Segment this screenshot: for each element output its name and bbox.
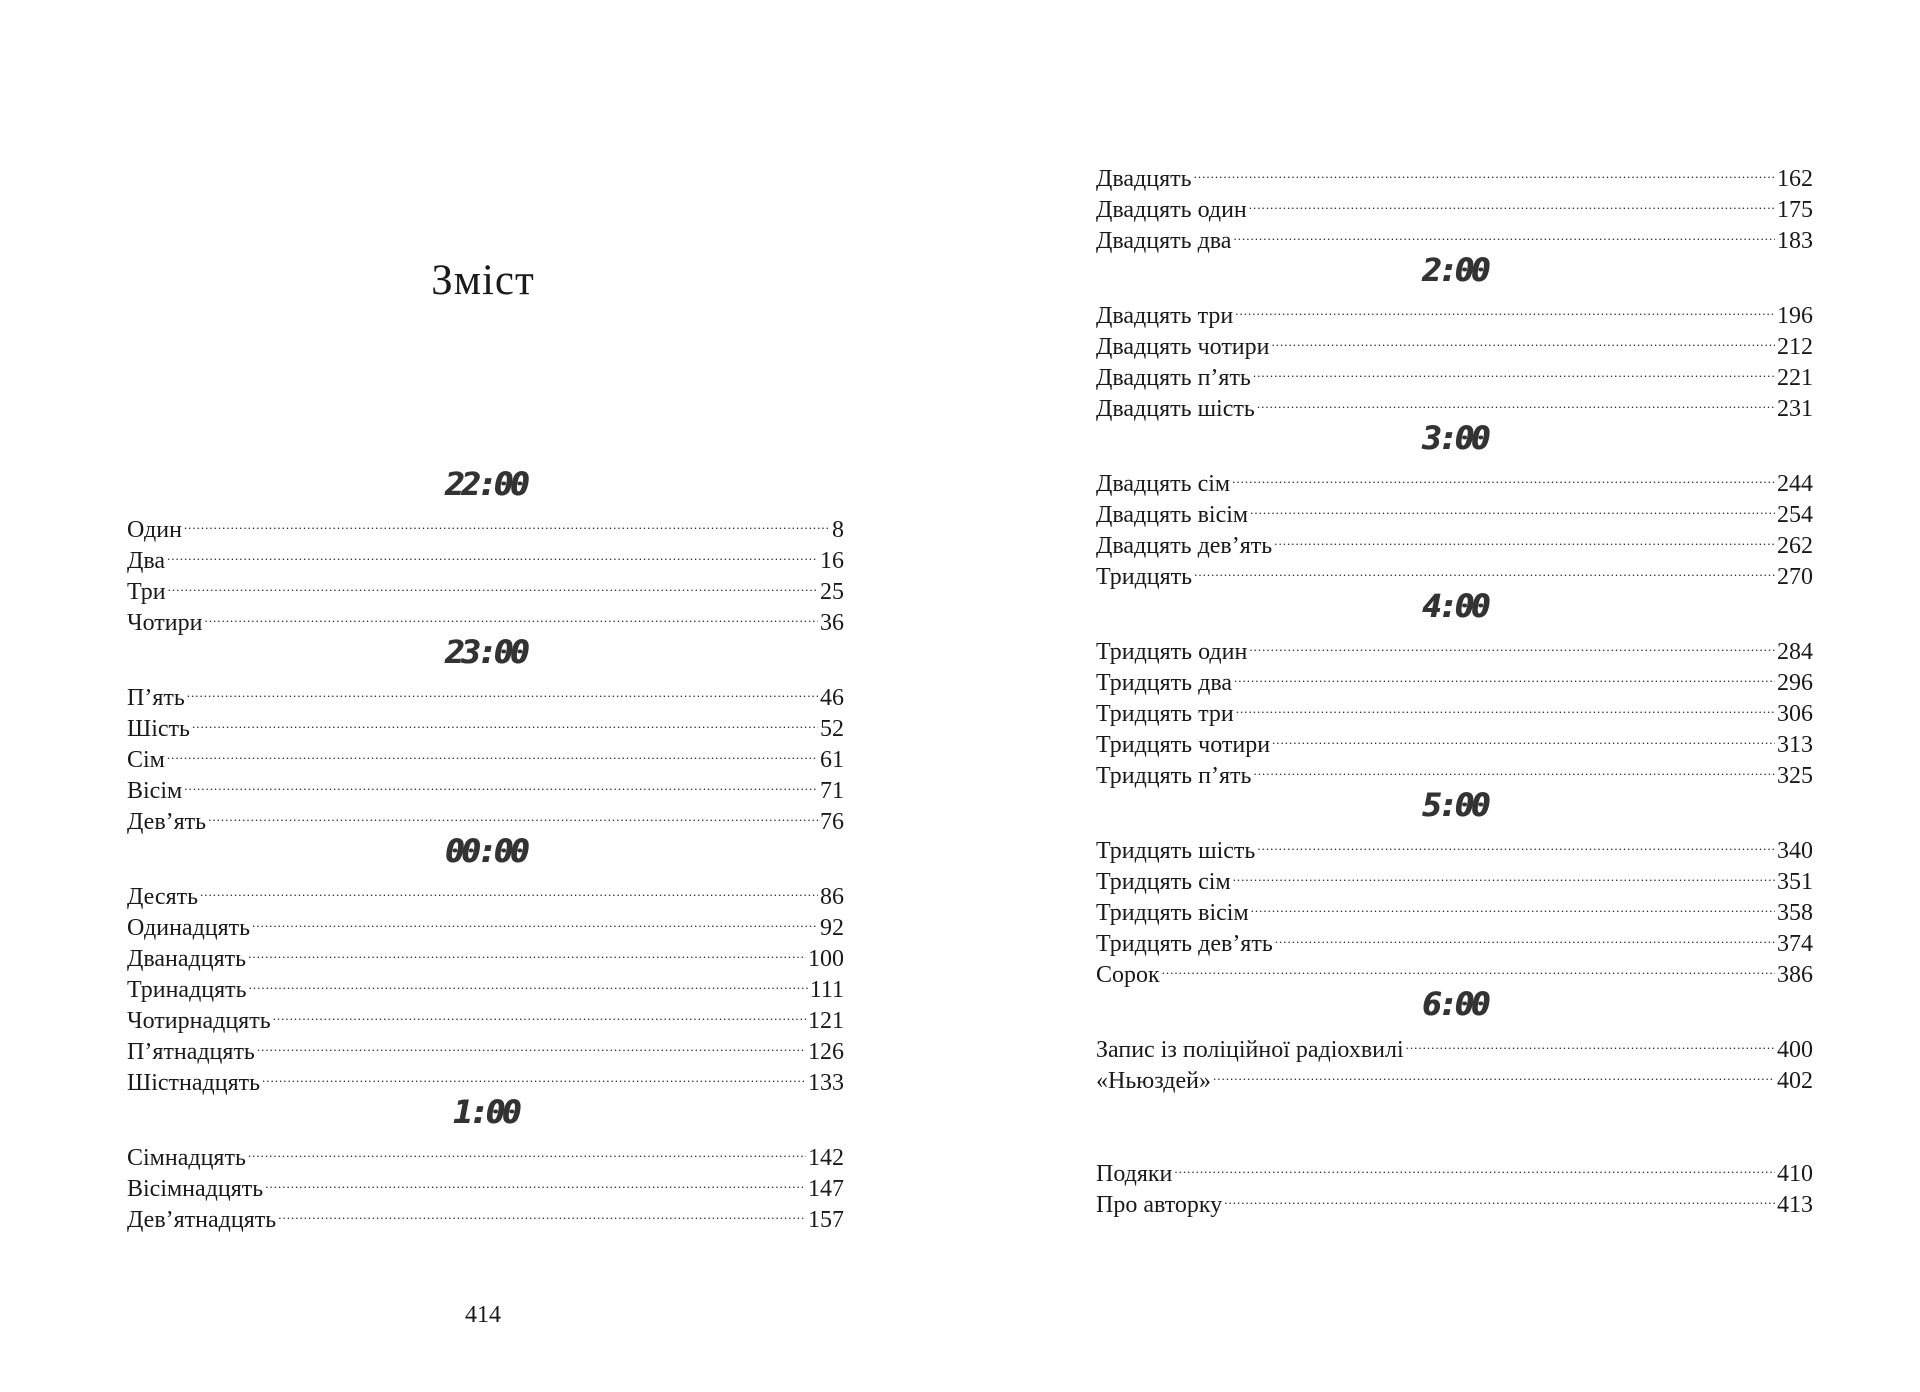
- toc-entry-page: 25: [820, 579, 844, 605]
- toc-entry-title: Вісім: [127, 778, 183, 804]
- dot-leader: [1253, 752, 1775, 783]
- toc-entry-page: 76: [820, 809, 844, 835]
- dot-leader: [1235, 292, 1775, 323]
- toc-entry-page: 133: [808, 1070, 844, 1096]
- toc-entry-title: «Ньюздей»: [1096, 1068, 1211, 1094]
- section-time-heading: 5:00: [1421, 786, 1488, 824]
- page-title: Зміст: [431, 257, 535, 304]
- toc-entry-title: Вісімнадцять: [127, 1176, 264, 1202]
- toc-entry-title: Запис із поліційної радіохвилі: [1096, 1037, 1404, 1063]
- toc-entry-page: 162: [1777, 166, 1813, 192]
- dot-leader: [1234, 659, 1775, 690]
- toc-entry-page: 374: [1777, 931, 1813, 957]
- section-time-heading: 2:00: [1421, 251, 1488, 289]
- dot-leader: [1249, 186, 1775, 217]
- toc-entry-title: Тридцять: [1096, 564, 1193, 590]
- dot-leader: [1250, 491, 1775, 522]
- toc-entry-page: 92: [820, 915, 844, 941]
- toc-entry-page: 351: [1777, 869, 1813, 895]
- dot-leader: [200, 873, 818, 904]
- toc-entry: [127, 599, 844, 636]
- toc-entry-title: Чотирнадцять: [127, 1008, 271, 1034]
- dot-leader: [1233, 858, 1775, 889]
- section-time-heading: 3:00: [1421, 419, 1488, 457]
- dot-leader: [249, 966, 808, 997]
- toc-entry-title: Двадцять сім: [1096, 471, 1231, 497]
- dot-leader: [187, 674, 818, 705]
- toc-entry-title: Двадцять чотири: [1096, 334, 1270, 360]
- toc-entry-title: Тринадцять: [127, 977, 247, 1003]
- toc-entry: [1096, 186, 1813, 223]
- dot-leader: [278, 1196, 806, 1227]
- toc-entry-title: Чотири: [127, 610, 203, 636]
- toc-entry: [1096, 155, 1813, 192]
- toc-entry-page: 313: [1777, 732, 1813, 758]
- section-time-heading: 4:00: [1421, 587, 1488, 625]
- toc-entry-page: 111: [809, 977, 844, 1003]
- toc-entry-page: 413: [1777, 1192, 1813, 1218]
- toc-entry-title: Тридцять чотири: [1096, 732, 1271, 758]
- dot-leader: [1213, 1057, 1775, 1088]
- toc-entry: [127, 506, 844, 543]
- toc-entry-title: Сімнадцять: [127, 1145, 246, 1171]
- toc-entry-page: 100: [808, 946, 844, 972]
- toc-entry-page: 196: [1777, 303, 1813, 329]
- dot-leader: [273, 997, 806, 1028]
- toc-entry-title: Двадцять: [1096, 166, 1192, 192]
- toc-entry-page: 52: [820, 716, 844, 742]
- dot-leader: [204, 599, 818, 630]
- dot-leader: [1233, 217, 1775, 248]
- toc-entry-page: 244: [1777, 471, 1813, 497]
- toc-entry-page: 126: [808, 1039, 844, 1065]
- dot-leader: [184, 506, 830, 537]
- dot-leader: [192, 705, 818, 736]
- dot-leader: [1174, 1150, 1775, 1181]
- toc-entry-title: П’ять: [127, 685, 185, 711]
- toc-entry-title: Дев’ятнадцять: [127, 1207, 277, 1233]
- dot-leader: [265, 1165, 806, 1196]
- toc-entry-page: 147: [808, 1176, 844, 1202]
- toc-entry: [1096, 1150, 1813, 1187]
- dot-leader: [167, 537, 818, 568]
- toc-entry: [127, 568, 844, 605]
- toc-entry-title: Двадцять два: [1096, 228, 1232, 254]
- toc-entry-title: П’ятнадцять: [127, 1039, 255, 1065]
- toc-list-right: [1096, 155, 1813, 1218]
- toc-entry: [1096, 553, 1813, 590]
- toc-entry-title: Про авторку: [1096, 1192, 1223, 1218]
- toc-entry-page: 254: [1777, 502, 1813, 528]
- dot-leader: [1236, 690, 1775, 721]
- toc-entry: [127, 705, 844, 742]
- toc-entry: [1096, 460, 1813, 497]
- right-page: [960, 0, 1920, 1392]
- section-time-heading: 22:00: [444, 465, 527, 503]
- dot-leader: [1406, 1026, 1775, 1057]
- toc-entry-page: 183: [1777, 228, 1813, 254]
- toc-entry-title: Один: [127, 517, 182, 543]
- toc-entry-page: 61: [820, 747, 844, 773]
- toc-entry-title: Тридцять сім: [1096, 869, 1231, 895]
- toc-entry-page: 325: [1777, 763, 1813, 789]
- toc-entry-page: 284: [1777, 639, 1813, 665]
- toc-entry: [127, 798, 844, 835]
- toc-entry-page: 262: [1777, 533, 1813, 559]
- dot-leader: [208, 798, 818, 829]
- section-spacer: [1096, 1088, 1813, 1150]
- toc-entry-title: Тридцять два: [1096, 670, 1232, 696]
- toc-entry-page: 221: [1777, 365, 1813, 391]
- dot-leader: [1272, 721, 1775, 752]
- dot-leader: [1274, 522, 1775, 553]
- dot-leader: [1224, 1181, 1775, 1212]
- toc-entry: [127, 736, 844, 773]
- page-number: 414: [465, 1302, 501, 1328]
- section-time-heading: 6:00: [1421, 985, 1488, 1023]
- toc-entry-title: Сім: [127, 747, 165, 773]
- toc-entry: [1096, 1026, 1813, 1063]
- toc-entry-page: 212: [1777, 334, 1813, 360]
- dot-leader: [1194, 155, 1775, 186]
- toc-entry-title: Двадцять шість: [1096, 396, 1255, 422]
- toc-entry-title: Двадцять вісім: [1096, 502, 1249, 528]
- toc-entry: [127, 537, 844, 574]
- toc-entry-title: Тридцять вісім: [1096, 900, 1249, 926]
- toc-entry-page: 16: [820, 548, 844, 574]
- toc-entry: [127, 1134, 844, 1171]
- toc-entry-title: Подяки: [1096, 1161, 1173, 1187]
- dot-leader: [167, 736, 818, 767]
- section-time-heading: 1:00: [452, 1093, 519, 1131]
- section-time-heading: 23:00: [444, 633, 527, 671]
- toc-entry-page: 402: [1777, 1068, 1813, 1094]
- toc-entry-title: Двадцять один: [1096, 197, 1247, 223]
- toc-entry-page: 340: [1777, 838, 1813, 864]
- dot-leader: [1162, 951, 1775, 982]
- dot-leader: [1249, 628, 1775, 659]
- toc-entry-title: Три: [127, 579, 166, 605]
- toc-entry-title: Шість: [127, 716, 190, 742]
- toc-entry-page: 270: [1777, 564, 1813, 590]
- toc-entry-title: Шістнадцять: [127, 1070, 261, 1096]
- toc-entry: [1096, 628, 1813, 665]
- toc-entry-title: Тридцять один: [1096, 639, 1248, 665]
- dot-leader: [1251, 889, 1775, 920]
- toc-entry-title: Тридцять п’ять: [1096, 763, 1252, 789]
- toc-entry-title: Дванадцять: [127, 946, 247, 972]
- dot-leader: [1272, 323, 1776, 354]
- dot-leader: [248, 1134, 806, 1165]
- toc-entry-page: 400: [1777, 1037, 1813, 1063]
- toc-entry-page: 46: [820, 685, 844, 711]
- dot-leader: [257, 1028, 806, 1059]
- toc-entry-page: 71: [820, 778, 844, 804]
- toc-entry-title: Дев’ять: [127, 809, 207, 835]
- toc-entry-page: 231: [1777, 396, 1813, 422]
- toc-entry: [127, 904, 844, 941]
- section-time-heading: 00:00: [444, 832, 527, 870]
- toc-entry-page: 175: [1777, 197, 1813, 223]
- toc-entry: [1096, 827, 1813, 864]
- toc-entry-page: 296: [1777, 670, 1813, 696]
- dot-leader: [1194, 553, 1775, 584]
- toc-entry-title: Сорок: [1096, 962, 1160, 988]
- toc-entry: [1096, 292, 1813, 329]
- toc-entry-title: Тридцять дев’ять: [1096, 931, 1273, 957]
- dot-leader: [248, 935, 806, 966]
- dot-leader: [184, 767, 818, 798]
- toc-entry-title: Двадцять п’ять: [1096, 365, 1251, 391]
- toc-entry-page: 306: [1777, 701, 1813, 727]
- dot-leader: [1257, 385, 1775, 416]
- dot-leader: [1275, 920, 1775, 951]
- toc-entry: [1096, 951, 1813, 988]
- toc-entry-page: 142: [808, 1145, 844, 1171]
- toc-entry-title: Двадцять три: [1096, 303, 1234, 329]
- dot-leader: [1253, 354, 1775, 385]
- toc-entry-title: Двадцять дев’ять: [1096, 533, 1273, 559]
- toc-entry-title: Тридцять три: [1096, 701, 1234, 727]
- dot-leader: [262, 1059, 806, 1090]
- toc-entry-title: Десять: [127, 884, 199, 910]
- toc-entry-page: 86: [820, 884, 844, 910]
- toc-entry: [127, 674, 844, 711]
- dot-leader: [1257, 827, 1775, 858]
- toc-entry-page: 410: [1777, 1161, 1813, 1187]
- toc-entry-title: Одинадцять: [127, 915, 251, 941]
- dot-leader: [168, 568, 818, 599]
- toc-entry-page: 121: [808, 1008, 844, 1034]
- toc-entry: [127, 873, 844, 910]
- toc-entry-page: 358: [1777, 900, 1813, 926]
- toc-entry-title: Два: [127, 548, 166, 574]
- toc-entry: [127, 767, 844, 804]
- toc-entry-title: Тридцять шість: [1096, 838, 1256, 864]
- toc-entry-page: 8: [832, 517, 844, 543]
- dot-leader: [1232, 460, 1775, 491]
- toc-entry: [1096, 1181, 1813, 1218]
- toc-list-left: [127, 462, 844, 1233]
- toc-entry-page: 157: [808, 1207, 844, 1233]
- toc-entry-page: 36: [820, 610, 844, 636]
- dot-leader: [252, 904, 818, 935]
- toc-entry-page: 386: [1777, 962, 1813, 988]
